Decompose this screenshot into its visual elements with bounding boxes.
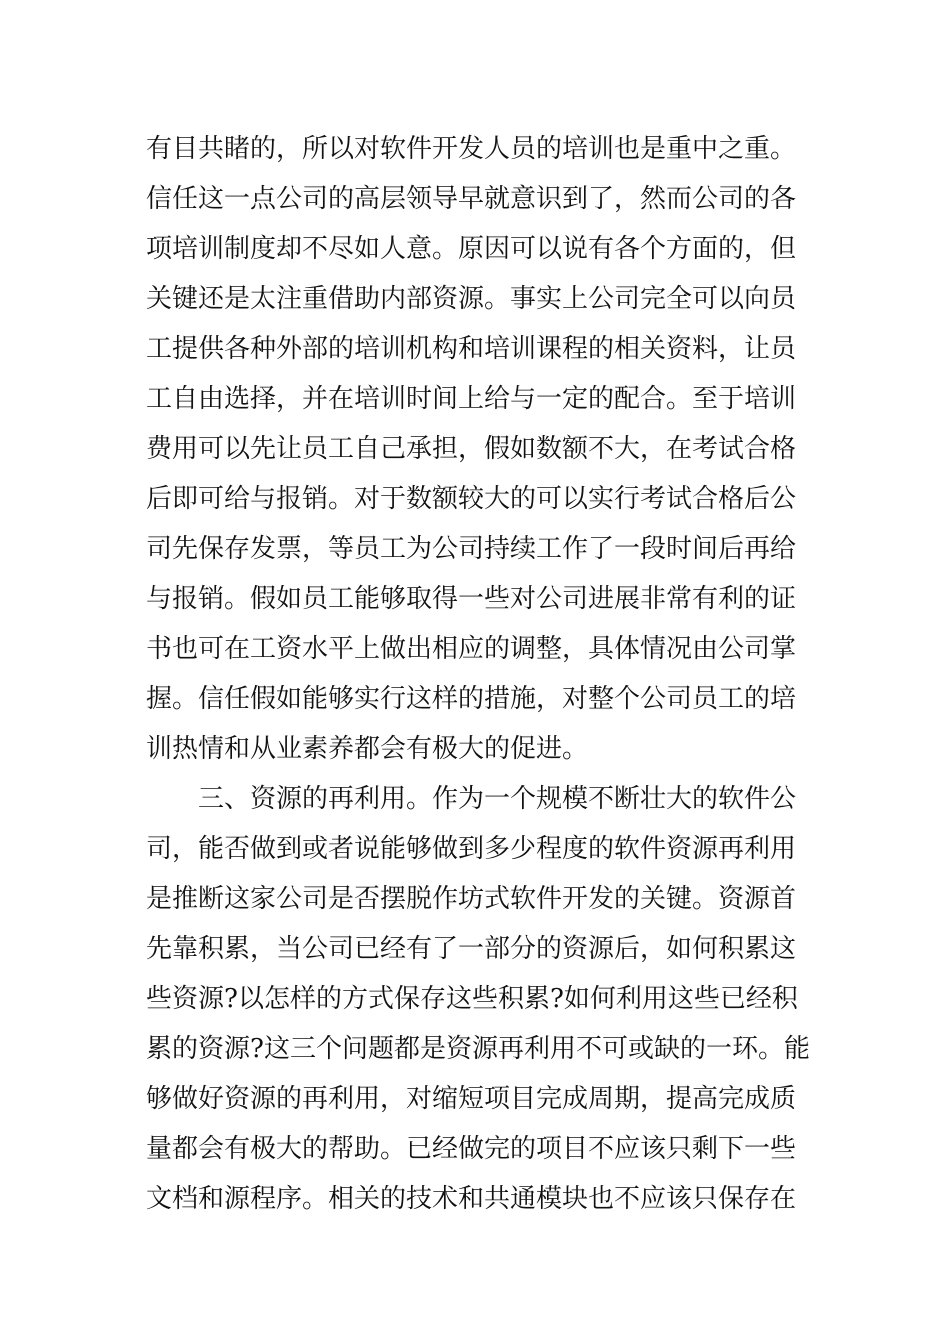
text-line: 工提供各种外部的培训机构和培训课程的相关资料，让员: [146, 334, 797, 364]
text-line: 量都会有极大的帮助。已经做完的项目不应该只剩下一些: [146, 1134, 797, 1164]
text-line: 关键还是太注重借助内部资源。事实上公司完全可以向员: [146, 284, 797, 314]
text-line: 后即可给与报销。对于数额较大的可以实行考试合格后公: [146, 484, 797, 514]
text-line: 训热情和从业素养都会有极大的促进。: [146, 734, 589, 764]
text-line: 文档和源程序。相关的技术和共通模块也不应该只保存在: [146, 1184, 797, 1214]
text-line: 信任这一点公司的高层领导早就意识到了，然而公司的各: [146, 184, 797, 214]
text-line: 费用可以先让员工自己承担，假如数额不大，在考试合格: [146, 434, 797, 464]
document-body: [146, 124, 816, 1224]
text-line: 项培训制度却不尽如人意。原因可以说有各个方面的，但: [146, 234, 797, 264]
text-line: 累的资源?这三个问题都是资源再利用不可或缺的一环。能: [146, 1034, 810, 1064]
text-line: 够做好资源的再利用，对缩短项目完成周期，提高完成质: [146, 1084, 797, 1114]
text-line: 与报销。假如员工能够取得一些对公司进展非常有利的证: [146, 584, 797, 614]
text-line: 书也可在工资水平上做出相应的调整，具体情况由公司掌: [146, 634, 797, 664]
text-line: 是推断这家公司是否摆脱作坊式软件开发的关键。资源首: [146, 884, 797, 914]
paragraph-start-line: 三、资源的再利用。作为一个规模不断壮大的软件公: [198, 784, 797, 814]
text-line: 有目共睹的，所以对软件开发人员的培训也是重中之重。: [146, 134, 797, 164]
text-line: 司先保存发票，等员工为公司持续工作了一段时间后再给: [146, 534, 797, 564]
text-line: 些资源?以怎样的方式保存这些积累?如何利用这些已经积: [146, 984, 798, 1014]
text-line: 先靠积累，当公司已经有了一部分的资源后，如何积累这: [146, 934, 797, 964]
text-line: 工自由选择，并在培训时间上给与一定的配合。至于培训: [146, 384, 797, 414]
text-line: 司，能否做到或者说能够做到多少程度的软件资源再利用: [146, 834, 797, 864]
text-line: 握。信任假如能够实行这样的措施，对整个公司员工的培: [146, 684, 797, 714]
